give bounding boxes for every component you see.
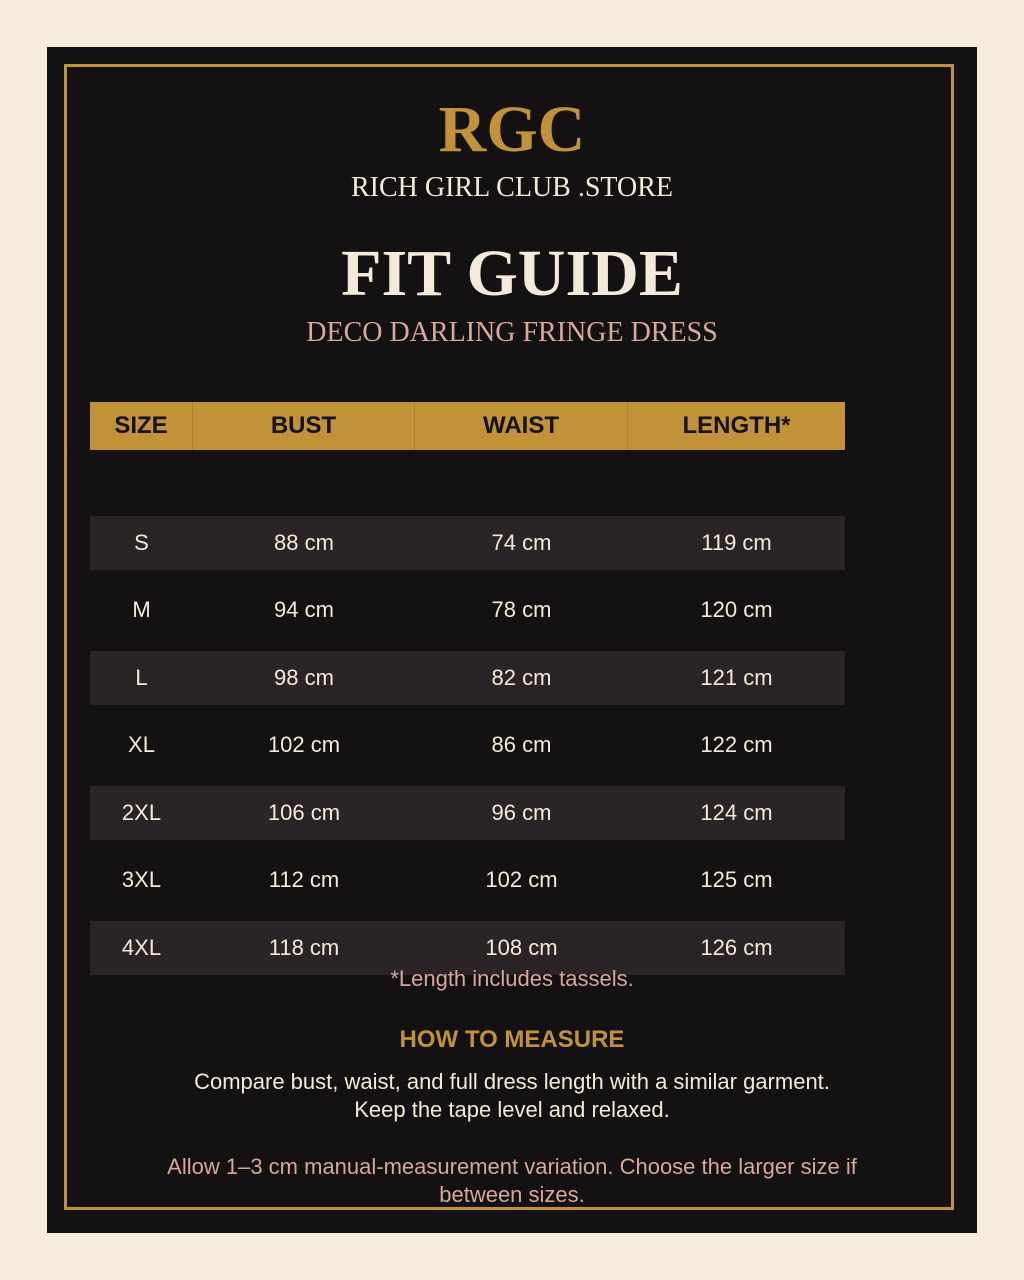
how-to-measure-heading: HOW TO MEASURE: [399, 1026, 625, 1053]
length-cell: 120 cm: [700, 597, 773, 622]
header-size: SIZE: [90, 402, 193, 450]
bust-cell: 112 cm: [268, 867, 340, 892]
bust-cell: 118 cm: [268, 935, 340, 960]
waist-cell: 102 cm: [485, 867, 558, 892]
table-row: [90, 583, 845, 637]
table-row: [90, 786, 845, 840]
how-to-line-1: Compare bust, waist, and full dress length with a similar garment.: [194, 1069, 830, 1094]
size-cell: M: [132, 597, 151, 622]
bust-cell: 94 cm: [274, 597, 334, 622]
product-name: DECO DARLING FRINGE DRESS: [306, 317, 718, 348]
waist-cell: 78 cm: [491, 597, 552, 622]
waist-cell: 74 cm: [491, 530, 552, 555]
length-cell: 125 cm: [700, 867, 773, 892]
waist-cell: 82 cm: [491, 665, 552, 690]
page-title: FIT GUIDE: [341, 237, 683, 310]
bust-cell: 88 cm: [274, 530, 334, 555]
table-header: [90, 402, 845, 450]
length-footnote: *Length includes tassels.: [390, 966, 634, 991]
size-cell: 2XL: [121, 800, 162, 825]
variation-note: Allow 1–3 cm manual-measurement variation. Choose the larger size if between sizes.: [167, 1154, 857, 1207]
waist-cell: 96 cm: [491, 800, 552, 825]
table-row: [90, 651, 845, 705]
table-row: [90, 718, 845, 772]
header-bust: BUST: [193, 402, 415, 450]
length-cell: 119 cm: [701, 530, 772, 555]
length-cell: 126 cm: [700, 935, 773, 960]
bust-cell: 98 cm: [274, 665, 334, 690]
length-cell: 124 cm: [700, 800, 773, 825]
brand-logo: RGC: [438, 93, 586, 166]
size-cell: 4XL: [121, 935, 162, 960]
size-cell: L: [135, 665, 148, 690]
header-length: LENGTH*: [682, 412, 791, 439]
length-cell: 122 cm: [700, 732, 773, 757]
size-table: [90, 402, 845, 960]
bust-cell: 102 cm: [267, 732, 341, 757]
table-row: [90, 516, 845, 570]
bust-cell: 106 cm: [267, 800, 341, 825]
waist-cell: 86 cm: [491, 732, 552, 757]
size-cell: XL: [128, 732, 155, 757]
waist-cell: 108 cm: [485, 935, 558, 960]
store-name: RICH GIRL CLUB .STORE: [350, 172, 674, 203]
size-cell: 3XL: [121, 867, 162, 892]
how-to-measure-text: [140, 1068, 884, 1124]
header-waist: WAIST: [415, 402, 628, 450]
table-row: [90, 853, 845, 907]
length-cell: 121 cm: [700, 665, 773, 690]
size-cell: S: [134, 530, 149, 555]
how-to-line-2: Keep the tape level and relaxed.: [354, 1097, 670, 1122]
